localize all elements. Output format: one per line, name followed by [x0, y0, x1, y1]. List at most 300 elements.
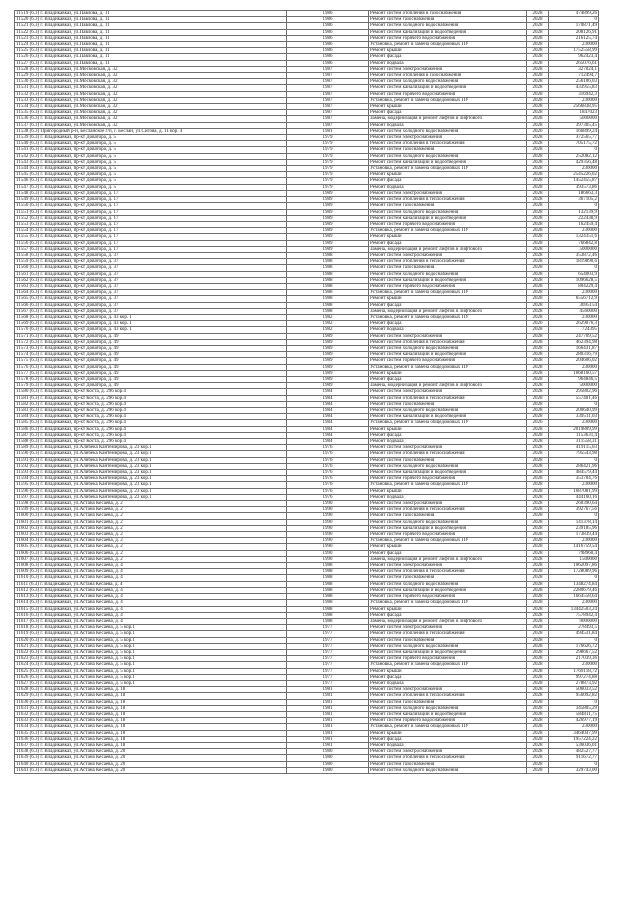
cost-cell: 1957224,22 — [549, 736, 599, 742]
year-built-cell: 1976 — [287, 476, 369, 482]
address-cell: 11561 (6.3) г. Владикавказ, пр-кт Доватора, д. 37 — [15, 271, 287, 277]
address-cell: 11554 (6.3) г. Владикавказ, пр-кт Доватора, д. 17 — [15, 228, 287, 234]
year-built-cell: 1976 — [287, 451, 369, 457]
cost-cell: 0 — [549, 203, 599, 209]
cost-cell: 311558,31 — [549, 439, 599, 445]
work-type-cell: Ремонт систем канализации и водоотведения — [369, 470, 527, 476]
cost-cell: 997274,88 — [549, 674, 599, 680]
cost-cell: 1819890,6 — [549, 259, 599, 265]
cost-cell: 230000 — [549, 42, 599, 48]
cost-cell: 1452455,87 — [549, 178, 599, 184]
work-type-cell: Ремонт крыши — [369, 730, 527, 736]
plan-year-cell: 2028 — [527, 23, 549, 29]
plan-year-cell: 2028 — [527, 451, 549, 457]
cost-cell: 654003,9 — [549, 271, 599, 277]
plan-year-cell: 2028 — [527, 432, 549, 438]
cost-cell: 353704,76 — [549, 476, 599, 482]
cost-cell: 962423,4 — [549, 54, 599, 60]
work-type-cell: Ремонт систем газоснабжения — [369, 401, 527, 407]
cost-cell: 186663,3 — [549, 190, 599, 196]
year-built-cell: 1976 — [287, 457, 369, 463]
cost-cell: 208126,91 — [549, 29, 599, 35]
plan-year-cell: 2026 — [527, 420, 549, 426]
work-type-cell: Ремонт систем электроснабжения — [369, 501, 527, 507]
plan-year-cell: 2028 — [527, 594, 549, 600]
work-type-cell: Ремонт подвала — [369, 742, 527, 748]
work-type-cell: Ремонт систем горячего водоснабжения — [369, 358, 527, 364]
work-type-cell: Ремонт крыши — [369, 104, 527, 110]
address-cell: 11627 (6.3) г. Владикавказ, ул.Астана Кесаева, д. 5 кор.1 — [15, 680, 287, 686]
plan-year-cell: 2028 — [527, 525, 549, 531]
work-type-cell: Ремонт систем канализации и водоотведения — [369, 215, 527, 221]
plan-year-cell: 2028 — [527, 470, 549, 476]
work-type-cell: Ремонт крыши — [369, 606, 527, 612]
cost-cell: 2280679,46 — [549, 587, 599, 593]
work-type-cell: Ремонт систем канализации и водоотведения — [369, 711, 527, 717]
work-type-cell: Ремонт систем канализации и водоотведения — [369, 159, 527, 165]
year-built-cell: 1989 — [287, 246, 369, 252]
cost-cell: 397305,45 — [549, 122, 599, 128]
plan-year-cell: 2028 — [527, 147, 549, 153]
year-built-cell: 1980 — [287, 767, 369, 773]
cost-cell: 252082,12 — [549, 153, 599, 159]
plan-year-cell: 2028 — [527, 631, 549, 637]
address-cell: 11531 (6.3) г. Владикавказ, ул.Московская, д. 32 — [15, 85, 287, 91]
address-cell: 11608 (6.3) г. Владикавказ, ул.Астана Кесаева, д. 4 — [15, 563, 287, 569]
plan-year-cell: 2028 — [527, 159, 549, 165]
year-built-cell: 1977 — [287, 643, 369, 649]
address-cell: 11557 (6.3) г. Владикавказ, пр-кт Доватора, д. 17 — [15, 246, 287, 252]
work-type-cell: Ремонт систем газоснабжения — [369, 575, 527, 581]
address-cell: 11570 (6.3) г. Владикавказ, пр-кт Доватора, д. 43 кор. 1 — [15, 327, 287, 333]
year-built-cell: 1976 — [287, 463, 369, 469]
work-type-cell: Ремонт систем горячего водоснабжения — [369, 91, 527, 97]
year-built-cell: 1981 — [287, 687, 369, 693]
work-type-cell: Ремонт систем канализации и водоотведения — [369, 587, 527, 593]
work-type-cell: Ремонт крыши — [369, 544, 527, 550]
year-built-cell: 1982 — [287, 321, 369, 327]
cost-cell: 204606,02 — [549, 358, 599, 364]
work-type-cell: Установка, ремонт и замена общедомовых ПУ — [369, 482, 527, 488]
address-cell: 11548 (6.3) г. Владикавказ, пр-кт Доватора, д. 17 — [15, 190, 287, 196]
address-cell: 11550 (6.3) г. Владикавказ, пр-кт Доватора, д. 17 — [15, 203, 287, 209]
work-type-cell: Ремонт фасада — [369, 674, 527, 680]
address-cell: 11626 (6.3) г. Владикавказ, ул.Астана Кесаева, д. 5 кор.1 — [15, 674, 287, 680]
year-built-cell: 1984 — [287, 395, 369, 401]
plan-year-cell: 2028 — [527, 389, 549, 395]
work-type-cell: Ремонт систем электроснабжения — [369, 749, 527, 755]
address-cell: 11582 (6.3) г. Владикавказ, пр-кт Коста, д. 296 кор.4 — [15, 401, 287, 407]
work-type-cell: Ремонт систем электроснабжения — [369, 252, 527, 258]
year-built-cell: 1987 — [287, 91, 369, 97]
cost-cell: 230000 — [549, 662, 599, 668]
work-type-cell: Ремонт систем горячего водоснабжения — [369, 476, 527, 482]
cost-cell: 316942,3 — [549, 91, 599, 97]
plan-year-cell: 2028 — [527, 618, 549, 624]
cost-cell: 176626,72 — [549, 643, 599, 649]
year-built-cell: 1987 — [287, 66, 369, 72]
address-cell: 11612 (6.3) г. Владикавказ, ул.Астана Кесаева, д. 4 — [15, 587, 287, 593]
work-type-cell: Ремонт систем холодного водоснабжения — [369, 519, 527, 525]
work-type-cell: Ремонт систем холодного водоснабжения — [369, 408, 527, 414]
year-built-cell: 1977 — [287, 649, 369, 655]
address-cell: 11536 (6.3) г. Владикавказ, ул.Московская, д. 32 — [15, 116, 287, 122]
work-type-cell: Ремонт систем отопления в теплоснабжения — [369, 693, 527, 699]
year-built-cell: 1989 — [287, 203, 369, 209]
address-cell: 11563 (6.3) г. Владикавказ, пр-кт Доватора, д. 37 — [15, 283, 287, 289]
work-type-cell: Ремонт систем холодного водоснабжения — [369, 153, 527, 159]
plan-year-cell: 2028 — [527, 42, 549, 48]
address-cell: 11553 (6.3) г. Владикавказ, пр-кт Доватора, д. 17 — [15, 221, 287, 227]
cost-cell: 1500000 — [549, 556, 599, 562]
work-type-cell: Ремонт фасада — [369, 612, 527, 618]
plan-year-cell: 2028 — [527, 290, 549, 296]
plan-year-cell: 2028 — [527, 197, 549, 203]
plan-year-cell: 2028 — [527, 35, 549, 41]
year-built-cell: 1989 — [287, 190, 369, 196]
address-cell: 11546 (6.3) г. Владикавказ, пр-кт Доватора, д. 5 — [15, 178, 287, 184]
year-built-cell: 1987 — [287, 97, 369, 103]
year-built-cell: 1979 — [287, 178, 369, 184]
year-built-cell: 1976 — [287, 445, 369, 451]
work-type-cell: Ремонт систем отопления в газоснабжения — [369, 11, 527, 17]
address-cell: 11616 (6.3) г. Владикавказ, ул.Астана Кесаева, д. 4 — [15, 612, 287, 618]
year-built-cell: 1990 — [287, 501, 369, 507]
year-built-cell: 1986 — [287, 29, 369, 35]
work-type-cell: Ремонт фасада — [369, 736, 527, 742]
year-built-cell: 1979 — [287, 153, 369, 159]
cost-cell: 536036,01 — [549, 742, 599, 748]
plan-year-cell: 2028 — [527, 581, 549, 587]
plan-year-cell: 2028 — [527, 724, 549, 730]
cost-cell: 170871,49 — [549, 23, 599, 29]
address-cell: 11560 (6.3) г. Владикавказ, пр-кт Доватора, д. 37 — [15, 265, 287, 271]
address-cell: 11519 (6.3) г. Владикавказ, ул.Павлова, д. 11 — [15, 11, 287, 17]
work-type-cell: Установка, ремонт и замена общедомовых ПУ — [369, 228, 527, 234]
year-built-cell: 1986 — [287, 11, 369, 17]
year-built-cell: 1989 — [287, 358, 369, 364]
work-type-cell: Ремонт систем канализации и водоотведения — [369, 352, 527, 358]
cost-cell: 1752558,99 — [549, 48, 599, 54]
address-cell: 11641 (6.3) г. Владикавказ, ул.Астана Кесаева, д. 20 — [15, 767, 287, 773]
work-type-cell: Ремонт подвала — [369, 439, 527, 445]
plan-year-cell: 2028 — [527, 643, 549, 649]
plan-year-cell: 2028 — [527, 240, 549, 246]
address-cell: 11572 (6.3) г. Владикавказ, пр-кт Доватора, д. 49 — [15, 339, 287, 345]
cost-cell: 0 — [549, 761, 599, 767]
cost-cell: 1416759,54 — [549, 544, 599, 550]
cost-cell: 911672,77 — [549, 755, 599, 761]
address-cell: 11590 (6.3) г. Владикавказ, ул.Алибека Кантемирова, д. 23 кор.1 — [15, 451, 287, 457]
year-built-cell: 1986 — [287, 54, 369, 60]
plan-year-cell: 2028 — [527, 228, 549, 234]
cost-cell: 329743,00 — [549, 767, 599, 773]
work-type-cell: Ремонт систем электроснабжения — [369, 563, 527, 569]
year-built-cell: 1987 — [287, 79, 369, 85]
year-built-cell: 1981 — [287, 718, 369, 724]
address-cell: 11588 (6.3) г. Владикавказ, пр-кт Коста, д. 296 кор.4 — [15, 439, 287, 445]
address-cell: 11624 (6.3) г. Владикавказ, ул.Астана Кесаева, д. 5 кор.1 — [15, 662, 287, 668]
work-type-cell: Ремонт систем канализации и водоотведения — [369, 525, 527, 531]
plan-year-cell: 2028 — [527, 507, 549, 513]
plan-year-cell: 2028 — [527, 327, 549, 333]
address-cell: 11565 (6.3) г. Владикавказ, пр-кт Доватора, д. 37 — [15, 296, 287, 302]
address-cell: 11555 (6.3) г. Владикавказ, пр-кт Доватора, д. 17 — [15, 234, 287, 240]
address-cell: 11542 (6.3) г. Владикавказ, пр-кт Доватора, д. 5 — [15, 153, 287, 159]
cost-cell: 200640,99 — [549, 408, 599, 414]
year-built-cell: 1987 — [287, 104, 369, 110]
cost-cell: 230000 — [549, 600, 599, 606]
cost-cell: 3695154 — [549, 302, 599, 308]
year-built-cell: 1980 — [287, 755, 369, 761]
address-cell: 11541 (6.3) г. Владикавказ, пр-кт Доватора, д. 5 — [15, 147, 287, 153]
work-type-cell: Установка, ремонт и замена общедомовых ПУ — [369, 420, 527, 426]
plan-year-cell: 2028 — [527, 662, 549, 668]
address-cell: 11532 (6.3) г. Владикавказ, ул.Московская, д. 32 — [15, 91, 287, 97]
plan-year-cell: 2028 — [527, 215, 549, 221]
address-cell: 11637 (6.3) г. Владикавказ, ул.Астана Кесаева, д. 18 — [15, 742, 287, 748]
plan-year-cell: 2028 — [527, 532, 549, 538]
year-built-cell: 1986 — [287, 23, 369, 29]
cost-cell: 1847023 — [549, 110, 599, 116]
work-type-cell: Ремонт систем холодного водоснабжения — [369, 705, 527, 711]
year-built-cell: 1988 — [287, 296, 369, 302]
work-type-cell: Ремонт систем горячего водоснабжения — [369, 656, 527, 662]
address-cell: 11603 (6.3) г. Владикавказ, ул.Астана Кесаева, д. 2 — [15, 532, 287, 538]
address-cell: 11552 (6.3) г. Владикавказ, пр-кт Доватора, д. 17 — [15, 215, 287, 221]
cost-cell: 7578942,4 — [549, 612, 599, 618]
year-built-cell: 1989 — [287, 240, 369, 246]
cost-cell: 230000 — [549, 482, 599, 488]
cost-cell: 1062097,86 — [549, 563, 599, 569]
cost-cell: 3464047,99 — [549, 730, 599, 736]
cost-cell: 1324351,6 — [549, 234, 599, 240]
plan-year-cell: 2028 — [527, 172, 549, 178]
cost-cell: 216125,74 — [549, 35, 599, 41]
plan-year-cell: 2028 — [527, 767, 549, 773]
plan-year-cell: 2028 — [527, 501, 549, 507]
address-cell: 11586 (6.3) г. Владикавказ, пр-кт Коста, д. 296 кор.4 — [15, 426, 287, 432]
year-built-cell: 1986 — [287, 48, 369, 54]
year-built-cell: 1982 — [287, 327, 369, 333]
cost-cell: 1664558,64 — [549, 594, 599, 600]
work-type-cell: Ремонт систем газоснабжения — [369, 147, 527, 153]
year-built-cell: 1981 — [287, 724, 369, 730]
year-built-cell: 1980 — [287, 749, 369, 755]
plan-year-cell: 2028 — [527, 426, 549, 432]
address-cell: 11604 (6.3) г. Владикавказ, ул.Астана Кесаева, д. 2 — [15, 538, 287, 544]
address-cell: 11535 (6.3) г. Владикавказ, ул.Московская, д. 32 — [15, 110, 287, 116]
plan-year-cell: 2028 — [527, 488, 549, 494]
plan-year-cell: 2028 — [527, 209, 549, 215]
year-built-cell: 1976 — [287, 482, 369, 488]
work-type-cell: Ремонт систем горячего водоснабжения — [369, 718, 527, 724]
year-built-cell: 1988 — [287, 563, 369, 569]
work-type-cell: Ремонт систем холодного водоснабжения — [369, 643, 527, 649]
address-cell: 11628 (6.3) г. Владикавказ, ул.Астана Кесаева, д. 18 — [15, 687, 287, 693]
cost-cell: 132139,9 — [549, 209, 599, 215]
address-cell: 11543 (6.3) г. Владикавказ, пр-кт Доватора, д. 5 — [15, 159, 287, 165]
year-built-cell: 1988 — [287, 271, 369, 277]
cost-cell: 393573,86 — [549, 184, 599, 190]
year-built-cell: 1984 — [287, 420, 369, 426]
work-type-cell: Ремонт систем газоснабжения — [369, 17, 527, 23]
year-built-cell: 1981 — [287, 736, 369, 742]
address-cell: 11615 (6.3) г. Владикавказ, ул.Астана Кесаева, д. 4 — [15, 606, 287, 612]
plan-year-cell: 2028 — [527, 60, 549, 66]
cost-cell: 298667,52 — [549, 649, 599, 655]
cost-cell: 222438,9 — [549, 215, 599, 221]
work-type-cell: Ремонт крыши — [369, 234, 527, 240]
cost-cell: 286421,96 — [549, 463, 599, 469]
address-cell: 11574 (6.3) г. Владикавказ, пр-кт Доватора, д. 49 — [15, 352, 287, 358]
work-type-cell: Ремонт систем газоснабжения — [369, 761, 527, 767]
plan-year-cell: 2028 — [527, 513, 549, 519]
cost-cell: 482527,77 — [549, 749, 599, 755]
year-built-cell: 1990 — [287, 550, 369, 556]
address-cell: 11527 (6.3) г. Владикавказ, ул.Павлова, д. 11 — [15, 60, 287, 66]
plan-year-cell: 2028 — [527, 625, 549, 631]
work-type-cell: Установка, ремонт и замена общедомовых ПУ — [369, 314, 527, 320]
cost-cell: 353872,46 — [549, 252, 599, 258]
address-cell: 11602 (6.3) г. Владикавказ, ул.Астана Кесаева, д. 2 — [15, 525, 287, 531]
plan-year-cell: 2028 — [527, 569, 549, 575]
address-cell: 11600 (6.3) г. Владикавказ, ул.Астана Кесаева, д. 2 — [15, 513, 287, 519]
year-built-cell: 1989 — [287, 364, 369, 370]
address-cell: 11578 (6.3) г. Владикавказ, пр-кт Доватора, д. 49 — [15, 376, 287, 382]
plan-year-cell: 2028 — [527, 376, 549, 382]
plan-year-cell: 2028 — [527, 674, 549, 680]
year-built-cell: 1981 — [287, 711, 369, 717]
address-cell: 11571 (6.3) г. Владикавказ, пр-кт Доватора, д. 49 — [15, 333, 287, 339]
work-type-cell: Ремонт систем электроснабжения — [369, 135, 527, 141]
work-type-cell: Ремонт систем холодного водоснабжения — [369, 79, 527, 85]
year-built-cell: 1981 — [287, 699, 369, 705]
year-built-cell: 1988 — [287, 581, 369, 587]
address-cell: 11595 (6.3) г. Владикавказ, ул.Алибека Кантемирова, д. 23 кор.1 — [15, 482, 287, 488]
cost-cell: 557401,46 — [549, 395, 599, 401]
work-type-cell: Ремонт систем электроснабжения — [369, 66, 527, 72]
year-built-cell: 1990 — [287, 544, 369, 550]
plan-year-cell: 2028 — [527, 482, 549, 488]
address-cell: 11523 (6.3) г. Владикавказ, ул.Павлова, д. 11 — [15, 35, 287, 41]
plan-year-cell: 2028 — [527, 184, 549, 190]
work-type-cell: Ремонт подвала — [369, 494, 527, 500]
work-type-cell: Ремонт подвала — [369, 122, 527, 128]
address-cell: 11634 (6.3) г. Владикавказ, ул.Астана Кесаева, д. 18 — [15, 724, 287, 730]
year-built-cell: 1977 — [287, 662, 369, 668]
year-built-cell: 1990 — [287, 513, 369, 519]
year-built-cell: 1989 — [287, 221, 369, 227]
cost-cell: 1687081,99 — [549, 488, 599, 494]
plan-year-cell: 2028 — [527, 730, 549, 736]
work-type-cell: Ремонт систем электроснабжения — [369, 333, 527, 339]
year-built-cell: 1977 — [287, 680, 369, 686]
address-cell: 11551 (6.3) г. Владикавказ, пр-кт Доватора, д. 17 — [15, 209, 287, 215]
work-type-cell: Замена, модернизация и ремонт лифтов и лифтового — [369, 556, 527, 562]
work-type-cell: Ремонт систем холодного водоснабжения — [369, 128, 527, 134]
plan-year-cell: 2028 — [527, 221, 549, 227]
address-cell: 11599 (6.3) г. Владикавказ, ул.Астана Кесаева, д. 2 — [15, 507, 287, 513]
cost-cell: 0 — [549, 401, 599, 407]
work-type-cell: Ремонт крыши — [369, 48, 527, 54]
plan-year-cell: 2028 — [527, 91, 549, 97]
cost-cell: 964846,5 — [549, 376, 599, 382]
year-built-cell: 1984 — [287, 408, 369, 414]
year-built-cell: 1990 — [287, 507, 369, 513]
cost-cell: 166431,87 — [549, 345, 599, 351]
address-cell: 11607 (6.3) г. Владикавказ, ул.Астана Кесаева, д. 2 — [15, 556, 287, 562]
cost-cell: 230000 — [549, 314, 599, 320]
plan-year-cell: 2028 — [527, 383, 549, 389]
work-type-cell: Ремонт систем холодного водоснабжения — [369, 581, 527, 587]
year-built-cell: 1987 — [287, 116, 369, 122]
plan-year-cell: 2028 — [527, 587, 549, 593]
plan-year-cell: 2028 — [527, 141, 549, 147]
year-built-cell: 1984 — [287, 389, 369, 395]
plan-year-cell: 2028 — [527, 246, 549, 252]
address-cell: 11537 (6.3) г. Владикавказ, ул.Московская, д. 32 — [15, 122, 287, 128]
work-type-cell: Ремонт крыши — [369, 488, 527, 494]
work-type-cell: Ремонт фасада — [369, 376, 527, 382]
cost-cell: 494531,84 — [549, 631, 599, 637]
year-built-cell: 1979 — [287, 172, 369, 178]
cost-cell: 278873,92 — [549, 680, 599, 686]
year-built-cell: 1981 — [287, 730, 369, 736]
plan-year-cell: 2028 — [527, 345, 549, 351]
cost-cell: 327024,1 — [549, 66, 599, 72]
year-built-cell: 1976 — [287, 488, 369, 494]
cost-cell: 278493,5 — [549, 625, 599, 631]
work-type-cell: Установка, ремонт и замена общедомовых ПУ — [369, 724, 527, 730]
address-cell: 11533 (6.3) г. Владикавказ, ул.Московская, д. 32 — [15, 97, 287, 103]
plan-year-cell: 2028 — [527, 116, 549, 122]
year-built-cell: 1981 — [287, 693, 369, 699]
work-type-cell: Ремонт систем холодного водоснабжения — [369, 23, 527, 29]
plan-year-cell: 2028 — [527, 308, 549, 314]
address-cell: 11610 (6.3) г. Владикавказ, ул.Астана Кесаева, д. 4 — [15, 575, 287, 581]
work-type-cell: Ремонт подвала — [369, 60, 527, 66]
work-type-cell: Ремонт систем канализации и водоотведения — [369, 85, 527, 91]
year-built-cell: 1986 — [287, 17, 369, 23]
plan-year-cell: 2028 — [527, 414, 549, 420]
work-type-cell: Ремонт фасада — [369, 321, 527, 327]
address-cell: 11640 (6.3) г. Владикавказ, ул.Астана Кесаева, д. 20 — [15, 761, 287, 767]
year-built-cell: 1986 — [287, 35, 369, 41]
cost-cell: 1668160,57 — [549, 370, 599, 376]
address-cell: 11593 (6.3) г. Владикавказ, ул.Алибека Кантемирова, д. 23 кор.1 — [15, 470, 287, 476]
work-type-cell: Установка, ремонт и замена общедомовых ПУ — [369, 42, 527, 48]
year-built-cell: 1989 — [287, 215, 369, 221]
document-page — [14, 10, 598, 774]
cost-cell: 0 — [549, 265, 599, 271]
year-built-cell: 1979 — [287, 147, 369, 153]
plan-year-cell: 2028 — [527, 283, 549, 289]
work-type-cell: Ремонт фасада — [369, 302, 527, 308]
year-built-cell: 1976 — [287, 494, 369, 500]
year-built-cell: 1984 — [287, 439, 369, 445]
plan-year-cell: 2028 — [527, 457, 549, 463]
year-built-cell: 1988 — [287, 612, 369, 618]
plan-year-cell: 2028 — [527, 637, 549, 643]
plan-year-cell: 2028 — [527, 234, 549, 240]
work-type-cell: Ремонт систем канализации и водоотведения — [369, 277, 527, 283]
cost-cell: 5000000 — [549, 246, 599, 252]
address-cell: 11566 (6.3) г. Владикавказ, пр-кт Доватора, д. 37 — [15, 302, 287, 308]
cost-cell: 339511,03 — [549, 414, 599, 420]
year-built-cell: 1986 — [287, 60, 369, 66]
plan-year-cell: 2028 — [527, 166, 549, 172]
